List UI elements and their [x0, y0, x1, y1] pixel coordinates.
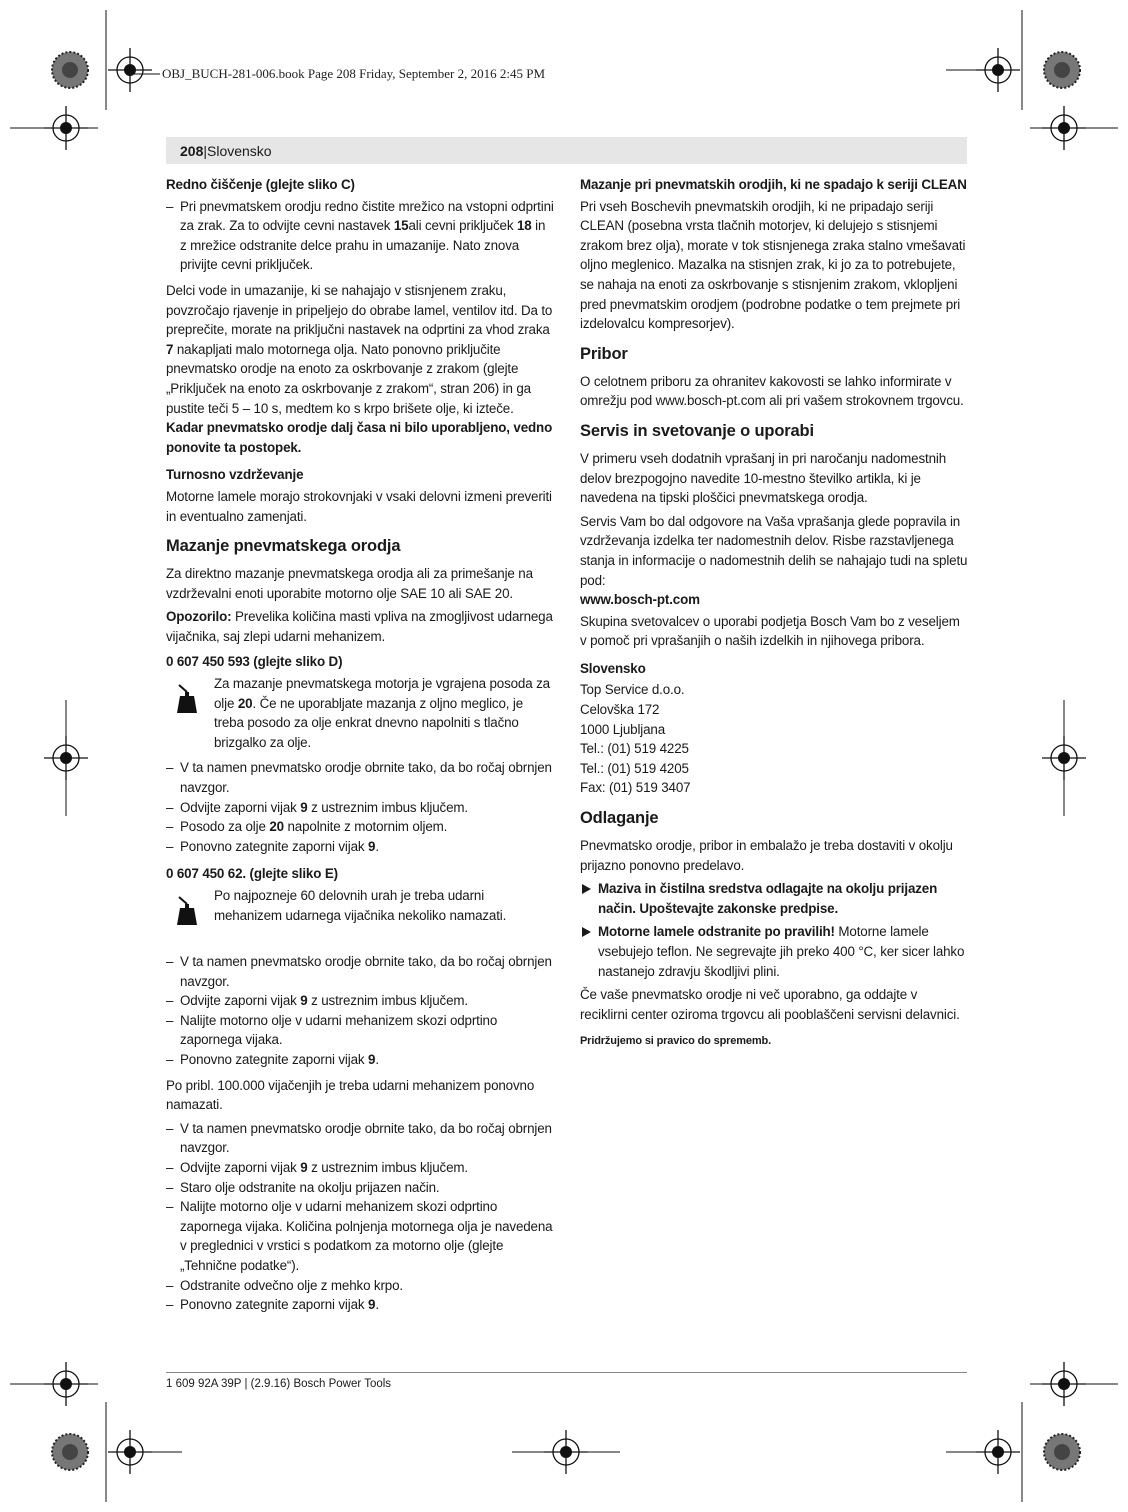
page-number: 208 — [180, 142, 204, 159]
bullet-item: – Staro olje odstranite na okolju prijazen način. — [166, 1178, 554, 1198]
registration-mark-icon — [108, 48, 152, 92]
service-url: www.bosch-pt.com — [580, 592, 700, 608]
paragraph: Pri vseh Boschevih pnevmatskih orodjih, ki ne pripadajo seriji CLEAN (posebna vrsta tlačnih motorjev, ki delujejo s stisnjemi zrakom brez olja), morate v tok stisnjenega zraka stalno vmešavati oljno meglenico. Mazalka na stisnjen zrak, ki jo za to potrebujete, se nahaja na enoti za oskrbovanje s stisnjenim zrakom, vklopljeni pred pnevmatskim orodjem (podrobne podatke o tem prejmete pri izdelovalcu kompresorjev). — [580, 198, 966, 332]
registration-mark-icon — [44, 106, 88, 150]
paragraph: Za direktno mazanje pnevmatskega orodja ali za primešanje na vzdrževalni enoti uporabite motorno olje SAE 10 ali SAE 20. — [166, 566, 533, 601]
paragraph: Skupina svetovalcev o uporabi podjetja Bosch Vam bo z veseljem v pomoč pri vprašanjih o naših izdelkih in njihovega pribora. — [580, 613, 960, 649]
registration-mark-icon — [44, 1362, 88, 1406]
bullet-item: – Nalijte motorno olje v udarni mehanizem skozi odprtino zapornega vijaka. — [166, 1011, 554, 1050]
address-line: 1000 Ljubljana — [580, 721, 666, 737]
color-target-icon — [1044, 1434, 1080, 1470]
bullet-item: – Odvijte zaporni vijak 9 z ustreznim imbus ključem. — [166, 798, 554, 818]
oil-can-icon — [174, 684, 200, 714]
section-heading: Servis in svetovanje o uporabi — [580, 421, 814, 440]
registration-mark-icon — [976, 48, 1020, 92]
address-line: Fax: (01) 519 3407 — [580, 780, 691, 796]
page-header — [166, 137, 967, 164]
color-target-icon — [1044, 52, 1080, 88]
bullet-item: – Odstranite odvečno olje z mehko krpo. — [166, 1276, 554, 1296]
registration-mark-icon — [976, 1430, 1020, 1474]
address-line: Celovška 172 — [580, 702, 660, 718]
print-slug: OBJ_BUCH-281-006.book Page 208 Friday, September 2, 2016 2:45 PM — [162, 66, 546, 81]
page-footer: 1 609 92A 39P | (2.9.16) Bosch Power Tools — [166, 1378, 392, 1390]
rights-note: Pridržujemo si pravico do sprememb. — [580, 1035, 771, 1048]
bullet-item: – Ponovno zategnite zaporni vijak 9. — [166, 837, 554, 857]
address-line: Tel.: (01) 519 4225 — [580, 741, 689, 757]
registration-mark-icon — [44, 736, 88, 780]
left-column — [166, 175, 554, 1315]
section-heading: Odlaganje — [580, 809, 659, 828]
color-target-icon — [52, 1434, 88, 1470]
address-line: Top Service d.o.o. — [580, 682, 685, 698]
warning-note: Opozorilo: Prevelika količina masti vpliva na zmogljivost udarnega vijačnika, saj zlepi udarni mehanizem. — [166, 609, 553, 644]
bullet-item: – Ponovno zategnite zaporni vijak 9. — [166, 1050, 554, 1070]
bullet-item: – Ponovno zategnite zaporni vijak 9. — [166, 1295, 554, 1315]
bullet-item: – V ta namen pnevmatsko orodje obrnite tako, da bo ročaj obrnjen navzgor. — [166, 952, 554, 991]
bullet-item: – V ta namen pnevmatsko orodje obrnite tako, da bo ročaj obrnjen navzgor. — [166, 758, 554, 797]
paragraph: O celotnem priboru za ohranitev kakovosti se lahko informirate v omrežju pod www.bosch-pt.com ali pri vašem strokovnem trgovcu. — [580, 373, 964, 409]
bullet-item: – Odvijte zaporni vijak 9 z ustreznim imbus ključem. — [166, 991, 554, 1011]
icon-paragraph: Po najpozneje 60 delovnih urah je treba udarni mehanizem udarnega vijačnika nekoliko namazati. — [166, 886, 554, 926]
service-address — [580, 680, 968, 798]
bullet-item: – Odvijte zaporni vijak 9 z ustreznim imbus ključem. — [166, 1158, 554, 1178]
section-heading: Pribor — [580, 344, 628, 363]
paragraph: Delci vode in umazanije, ki se nahajajo v stisnjenem zraku, povzročajo rjavenje in pripeljejo do obrabe lamel, ventilov itd. Da to preprečite, morate na priključni nastavek na odprtini za vhod zraka 7 nakapljati malo motornega olja. Nato ponovno priključite pnevmatsko orodje na enoto za oskrbovanje z zrakom (glejte „Priključek na enoto za oskrbovanje z zrakom“, stran 206) in ga pustite teči 5 – 10 s, medtem ko s krpo brišete olje, ki izteče. Kadar pnevmatsko orodje dalj časa ni bilo uporabljeno, vedno ponovite ta postopek. — [166, 282, 553, 455]
bullet-item: – Nalijte motorno olje v udarni mehanizem skozi odprtino zapornega vijaka. Količina polnjenja motornega olja je navedena v preglednici v vrstici s podatkom za motorno olje (glejte „Tehnične podatke“). — [166, 1197, 554, 1275]
registration-mark-icon — [544, 1430, 588, 1474]
section-title: 0 607 450 62. (glejte sliko E) — [166, 866, 338, 882]
paragraph: Pnevmatsko orodje, pribor in embalažo je treba dostaviti v okolju prijazno ponovno predelavo. — [580, 838, 953, 873]
disposal-instruction: Motorne lamele odstranite po pravilih! Motorne lamele vsebujejo teflon. Ne segrevajte jih preko 400 °C, ker sicer lahko nastanejo zdravju škodljivi plini. — [580, 922, 968, 981]
registration-mark-icon — [1042, 1362, 1086, 1406]
icon-paragraph: Za mazanje pnevmatskega motorja je vgrajena posoda za olje 20. Če ne uporabljate mazanja z oljno meglico, je treba posodo za olje enkrat dnevno napolniti s tlačno brizgalko za olje. — [166, 674, 554, 752]
bullet-item: – V ta namen pnevmatsko orodje obrnite tako, da bo ročaj obrnjen navzgor. — [166, 1119, 554, 1158]
paragraph: V primeru vseh dodatnih vprašanj in pri naročanju nadomestnih delov brezpogojno navedite 10-mestno številko artikla, ki je navedena na tipski ploščici pnevmatskega orodja. — [580, 450, 947, 506]
disposal-instruction: Maziva in čistilna sredstva odlagajte na okolju prijazen način. Upoštevajte zakonske predpise. — [580, 879, 968, 918]
right-column — [580, 175, 968, 1056]
header-section: Slovensko — [207, 142, 272, 159]
header-separator: | — [203, 142, 207, 159]
paragraph: Po pribl. 100.000 vijačenjih je treba udarni mehanizem ponovno namazati. — [166, 1077, 535, 1113]
paragraph: Če vaše pnevmatsko orodje ni več uporabno, ga oddajte v reciklirni center oziroma trgovcu ali pooblaščeni servisni delavnici. — [580, 987, 960, 1022]
section-title: Redno čiščenje (glejte sliko C) — [166, 177, 355, 192]
footer-rule — [166, 1372, 967, 1373]
country-title: Slovensko — [580, 660, 646, 676]
registration-mark-icon — [1042, 736, 1086, 780]
registration-mark-icon — [108, 1430, 152, 1474]
section-title: 0 607 450 593 (glejte sliko D) — [166, 654, 343, 670]
oil-can-icon — [174, 896, 200, 926]
section-heading: Mazanje pnevmatskega orodja — [166, 537, 401, 556]
bullet-item: – Posodo za olje 20 napolnite z motornim oljem. — [166, 817, 554, 837]
bullet-item: – Pri pnevmatskem orodju redno čistite mrežico na vstopni odprtini za zrak. Za to odvijte cevni nastavek 15ali cevni priključek 18 in z mrežice odstranite delce prahu in umazanije. Nato znova privijte cevni priključek. — [166, 197, 554, 275]
color-target-icon — [52, 52, 88, 88]
paragraph: Motorne lamele morajo strokovnjaki v vsaki delovni izmeni preveriti in eventualno zamenjati. — [166, 488, 552, 524]
registration-mark-icon — [1042, 106, 1086, 150]
paragraph: Servis Vam bo dal odgovore na Vaša vprašanja glede popravila in vzdrževanja izdelka ter nadomestnih delov. Risbe razstavljenega stanja in informacije o nadomestnih delih se nahajajo tudi na spletu pod: — [580, 513, 968, 588]
section-title: Mazanje pri pnevmatskih orodjih, ki ne spadajo k seriji CLEAN — [580, 177, 967, 192]
section-title: Turnosno vzdrževanje — [166, 467, 304, 483]
address-line: Tel.: (01) 519 4205 — [580, 760, 689, 776]
